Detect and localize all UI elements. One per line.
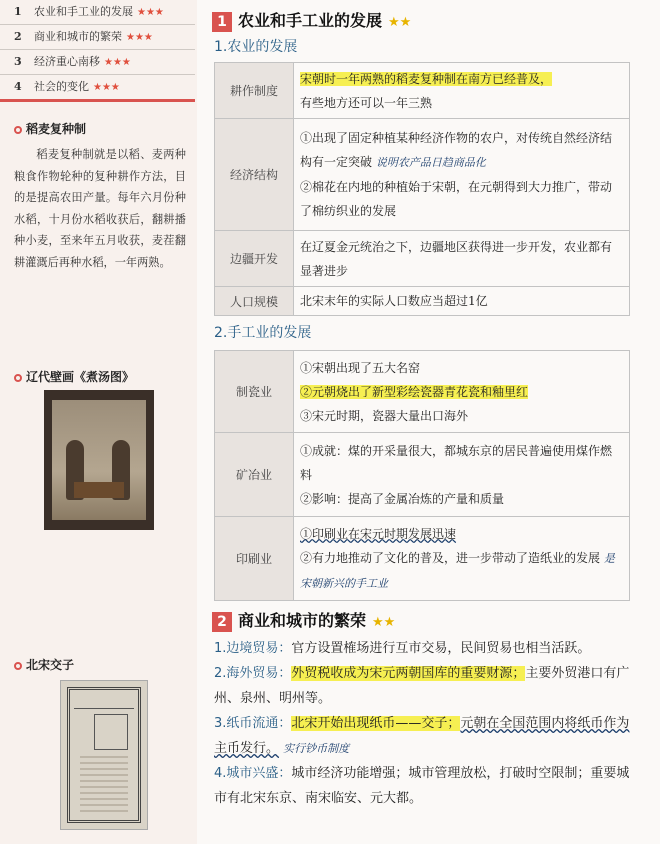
table-row	[215, 231, 630, 287]
table-of-contents	[0, 0, 195, 102]
item-text: 主要外贸港口有广州、泉州、明州等。	[214, 666, 630, 706]
section-title	[212, 8, 411, 32]
content-text: ①成就：煤的开采量很大，都城东京的居民普遍使用煤作燃料	[300, 443, 613, 482]
star-icon: ★★	[388, 15, 412, 30]
item-text: 城市经济功能增强；城市管理放松，打破时空限制；重要城市有北宋东京、南宋临安、元大都。	[214, 766, 630, 806]
content-text: ①印刷业在宋元时期发展迅速	[300, 526, 457, 541]
row-content	[294, 433, 630, 517]
note-title: 稻麦复种制	[26, 122, 87, 136]
item-text: 官方设置榷场进行互市交易，民间贸易也相当活跃。	[291, 641, 591, 656]
handwritten-note: 实行钞币制度	[283, 742, 350, 755]
table-row	[215, 433, 630, 517]
note-heading	[14, 120, 86, 137]
item-text: 元朝在全国范围内将纸币作为主币发行。	[214, 716, 630, 756]
content-text: ①宋朝出现了五大名窑	[300, 360, 421, 375]
content-text: ②棉花在内地的种植始于宋朝，在元朝得到大力推广，带动了棉纺织业的发展	[300, 180, 613, 218]
section-title-text: 商业和城市的繁荣	[238, 611, 367, 630]
table-row	[215, 119, 630, 231]
handwritten-note: 是宋朝新兴的手工业	[300, 551, 615, 590]
bullet-icon	[14, 374, 22, 382]
star-icon: ★★★	[126, 32, 153, 43]
toc-number: 3	[14, 55, 22, 68]
mural-image	[44, 390, 154, 530]
row-content	[294, 63, 630, 119]
star-icon: ★★★	[93, 82, 120, 93]
row-label: 制瓷业	[215, 351, 294, 433]
row-content	[294, 351, 630, 433]
handicraft-table	[214, 350, 630, 601]
bullet-icon	[14, 126, 22, 134]
content-text: ①出现了固定种植某种经济作物的农户，对传统自然经济结构有一定突破	[300, 131, 613, 169]
row-label: 印刷业	[215, 517, 294, 601]
handwritten-note: 说明农产品日趋商品化	[375, 156, 486, 169]
toc-number: 1	[14, 5, 22, 18]
section-number: 1	[212, 12, 232, 32]
highlight-text: 宋朝时一年两熟的稻麦复种制在南方已经普及，	[300, 71, 553, 86]
highlight-text: 北宋开始出现纸币——交子；	[291, 716, 461, 731]
list-item	[214, 711, 634, 761]
subsection-title: 1.农业的发展	[214, 39, 298, 55]
section-title	[212, 608, 395, 632]
item-lead: 1.边境贸易：	[214, 641, 292, 656]
star-icon: ★★	[372, 615, 396, 630]
list-item	[214, 661, 634, 711]
sidebar	[0, 0, 197, 844]
note-heading	[14, 656, 74, 673]
content-text: 北宋末年的实际人口数应当超过1亿	[300, 294, 488, 308]
toc-number: 4	[14, 80, 22, 93]
row-content	[294, 517, 630, 601]
table-row	[215, 351, 630, 433]
toc-label: 商业和城市的繁荣	[34, 30, 122, 43]
jiaozi-image	[60, 680, 148, 830]
row-label: 耕作制度	[215, 63, 294, 119]
row-label: 经济结构	[215, 119, 294, 231]
row-content	[294, 287, 630, 316]
toc-label: 经济重心南移	[34, 55, 100, 68]
item-lead: 4.城市兴盛：	[214, 766, 292, 781]
toc-item[interactable]	[0, 75, 195, 102]
row-content	[294, 119, 630, 231]
toc-item[interactable]	[0, 50, 195, 75]
content-text: 有些地方还可以一年三熟	[300, 95, 433, 110]
section-number: 2	[212, 612, 232, 632]
row-label: 人口规模	[215, 287, 294, 316]
star-icon: ★★★	[137, 7, 164, 18]
content-text: 在辽夏金元统治之下，边疆地区获得进一步开发，农业都有显著进步	[300, 239, 613, 278]
note-title: 辽代壁画《煮汤图》	[26, 370, 135, 384]
list-item	[214, 761, 634, 811]
toc-item[interactable]	[0, 25, 195, 50]
star-icon: ★★★	[104, 57, 131, 68]
toc-label: 社会的变化	[34, 80, 89, 93]
item-lead: 3.纸币流通：	[214, 716, 292, 731]
note-heading	[14, 368, 134, 385]
note-text: 稻麦复种制就是以稻、麦两种粮食作物轮种的复种耕作方法，目的是提高农田产量。每年六月份种水稻，十月份水稻收获后，翻耕播种小麦，至来年五月收获，麦茬翻耕灌溉后再种水稻，一年两熟。	[14, 148, 186, 269]
toc-item[interactable]	[0, 0, 195, 25]
table-row	[215, 517, 630, 601]
subsection-title: 2.手工业的发展	[214, 325, 312, 341]
content-text: ③宋元时期，瓷器大量出口海外	[300, 408, 469, 423]
row-content	[294, 231, 630, 287]
bullet-icon	[14, 662, 22, 670]
table-row	[215, 287, 630, 316]
content-text: ②影响：提高了金属冶炼的产量和质量	[300, 491, 505, 506]
agriculture-table	[214, 62, 630, 316]
section-title-text: 农业和手工业的发展	[238, 11, 383, 30]
note-title: 北宋交子	[26, 658, 75, 672]
table-row	[215, 63, 630, 119]
content-text: ②有力地推动了文化的普及，进一步带动了造纸业的发展	[300, 550, 601, 565]
highlight-text: ②元朝烧出了新型彩绘瓷器青花瓷和釉里红	[300, 384, 529, 399]
highlight-text: 外贸税收成为宋元两朝国库的重要财源；	[291, 666, 526, 681]
commerce-list	[214, 636, 634, 811]
row-label: 矿冶业	[215, 433, 294, 517]
toc-label: 农业和手工业的发展	[34, 5, 133, 18]
row-label: 边疆开发	[215, 231, 294, 287]
list-item	[214, 636, 634, 661]
item-lead: 2.海外贸易：	[214, 666, 292, 681]
toc-number: 2	[14, 30, 22, 43]
